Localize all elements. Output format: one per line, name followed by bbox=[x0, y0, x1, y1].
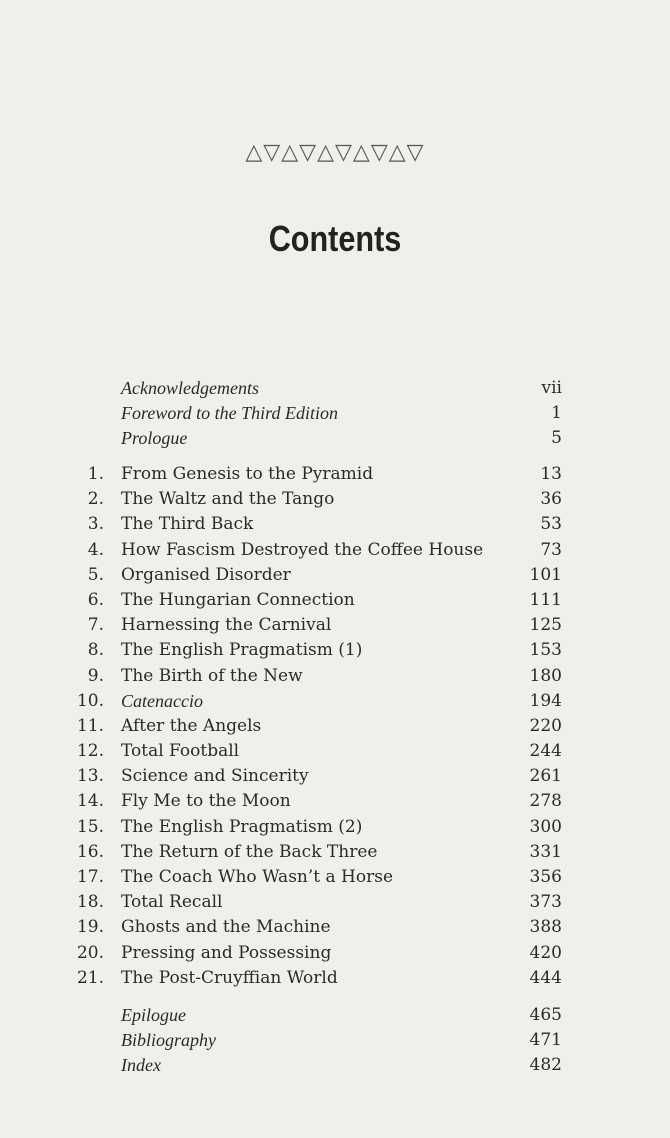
page-number: 420 bbox=[529, 942, 562, 963]
front-matter-list bbox=[0, 376, 670, 452]
entry-title: The Hungarian Connection bbox=[121, 589, 355, 610]
page-number: 53 bbox=[540, 514, 562, 535]
chapter-entry bbox=[0, 915, 670, 940]
page-number: 36 bbox=[540, 489, 562, 510]
chapter-entry bbox=[0, 714, 670, 739]
chapter-entry bbox=[0, 815, 670, 840]
chapter-entry bbox=[0, 512, 670, 537]
chapter-entry bbox=[0, 739, 670, 764]
entry-title: Ghosts and the Machine bbox=[121, 917, 331, 938]
chapter-number: 12. bbox=[76, 741, 104, 762]
back-matter-list bbox=[0, 1003, 670, 1079]
chapter-entry bbox=[0, 890, 670, 915]
back-matter-entry bbox=[0, 1053, 670, 1078]
page-number: 261 bbox=[529, 766, 562, 787]
chapter-entry bbox=[0, 487, 670, 512]
entry-title: From Genesis to the Pyramid bbox=[121, 464, 374, 484]
chapter-entry bbox=[0, 588, 670, 613]
page-number: 5 bbox=[551, 428, 562, 449]
entry-title: The English Pragmatism (2) bbox=[121, 816, 363, 837]
page-number: 125 bbox=[529, 615, 562, 636]
page-number: 1 bbox=[551, 403, 562, 424]
entry-title: Bibliography bbox=[121, 1030, 216, 1051]
chapter-entry bbox=[0, 764, 670, 789]
page-number: 356 bbox=[529, 867, 562, 887]
page-number: 73 bbox=[540, 539, 562, 560]
entry-title: Organised Disorder bbox=[121, 564, 291, 585]
page-number: 194 bbox=[529, 690, 562, 711]
page-number: 300 bbox=[529, 816, 562, 837]
entry-title: Prologue bbox=[121, 428, 188, 449]
page-number: 244 bbox=[529, 741, 562, 762]
chapter-number: 5. bbox=[87, 564, 104, 585]
page-number: 101 bbox=[529, 564, 562, 585]
chapter-number: 19. bbox=[76, 917, 104, 938]
entry-title: The Coach Who Wasn’t a Horse bbox=[121, 867, 394, 887]
chapter-number: 7. bbox=[87, 615, 104, 636]
chapter-entry bbox=[0, 840, 670, 865]
entry-title: Total Recall bbox=[121, 892, 223, 913]
chapter-number: 21. bbox=[76, 967, 104, 988]
page-number: 373 bbox=[529, 892, 562, 913]
chapter-number: 16. bbox=[76, 841, 104, 862]
chapter-list bbox=[0, 462, 670, 991]
entry-title: Harnessing the Carnival bbox=[121, 615, 332, 636]
page-number: 388 bbox=[529, 917, 562, 938]
page-number: 444 bbox=[529, 967, 562, 988]
chapter-number: 20. bbox=[76, 942, 104, 963]
page-number: 220 bbox=[529, 715, 562, 736]
ornament-divider: △▽△▽△▽△▽△▽ bbox=[245, 140, 425, 165]
entry-title: The Return of the Back Three bbox=[121, 841, 378, 862]
page-number: 465 bbox=[529, 1005, 562, 1025]
chapter-entry bbox=[0, 664, 670, 689]
page-number: 180 bbox=[529, 665, 562, 686]
page-number: 278 bbox=[529, 791, 562, 812]
chapter-number: 14. bbox=[76, 791, 104, 812]
page-number: 153 bbox=[529, 640, 562, 661]
chapter-entry bbox=[0, 638, 670, 663]
chapter-number: 2. bbox=[87, 489, 104, 510]
chapter-number: 10. bbox=[76, 690, 104, 711]
chapter-number: 15. bbox=[76, 816, 104, 837]
page-number: 482 bbox=[529, 1055, 562, 1076]
chapter-number: 6. bbox=[87, 589, 104, 610]
entry-title: Science and Sincerity bbox=[121, 766, 309, 787]
entry-title: Total Football bbox=[121, 741, 240, 762]
chapter-entry bbox=[0, 538, 670, 563]
entry-title: Epilogue bbox=[121, 1005, 186, 1025]
entry-title: The English Pragmatism (1) bbox=[121, 640, 363, 661]
front-matter-entry bbox=[0, 401, 670, 426]
chapter-number: 3. bbox=[87, 514, 104, 535]
back-matter-entry bbox=[0, 1028, 670, 1053]
entry-title: Index bbox=[121, 1055, 161, 1076]
entry-title: How Fascism Destroyed the Coffee House bbox=[121, 539, 484, 560]
front-matter-entry bbox=[0, 376, 670, 401]
page-number: 331 bbox=[529, 841, 562, 862]
page-number: 471 bbox=[529, 1030, 562, 1051]
entry-title: The Birth of the New bbox=[121, 665, 303, 686]
entry-title: After the Angels bbox=[121, 715, 262, 736]
chapter-number: 1. bbox=[87, 464, 104, 484]
entry-title: Catenaccio bbox=[121, 690, 203, 711]
chapter-entry bbox=[0, 613, 670, 638]
entry-title: Fly Me to the Moon bbox=[121, 791, 291, 812]
entry-title: The Post-Cruyffian World bbox=[121, 967, 338, 988]
chapter-number: 17. bbox=[76, 867, 104, 887]
chapter-number: 9. bbox=[87, 665, 104, 686]
entry-title: The Third Back bbox=[121, 514, 254, 535]
front-matter-entry bbox=[0, 426, 670, 451]
back-matter-entry bbox=[0, 1003, 670, 1028]
chapter-entry bbox=[0, 689, 670, 714]
chapter-entry bbox=[0, 563, 670, 588]
entry-title: The Waltz and the Tango bbox=[121, 489, 335, 510]
entry-title: Pressing and Possessing bbox=[121, 942, 332, 963]
page-number: vii bbox=[541, 378, 562, 398]
chapter-number: 8. bbox=[87, 640, 104, 661]
chapter-entry bbox=[0, 789, 670, 814]
chapter-entry bbox=[0, 462, 670, 487]
page-number: 13 bbox=[540, 464, 562, 484]
chapter-number: 13. bbox=[76, 766, 104, 787]
chapter-number: 11. bbox=[76, 715, 104, 736]
entry-title: Acknowledgements bbox=[121, 378, 259, 398]
page-title: Contents bbox=[268, 218, 402, 259]
chapter-entry bbox=[0, 941, 670, 966]
chapter-number: 4. bbox=[87, 539, 104, 560]
chapter-entry bbox=[0, 865, 670, 890]
chapter-entry bbox=[0, 966, 670, 991]
chapter-number: 18. bbox=[76, 892, 104, 913]
entry-title: Foreword to the Third Edition bbox=[121, 403, 339, 424]
page-number: 111 bbox=[529, 589, 562, 610]
